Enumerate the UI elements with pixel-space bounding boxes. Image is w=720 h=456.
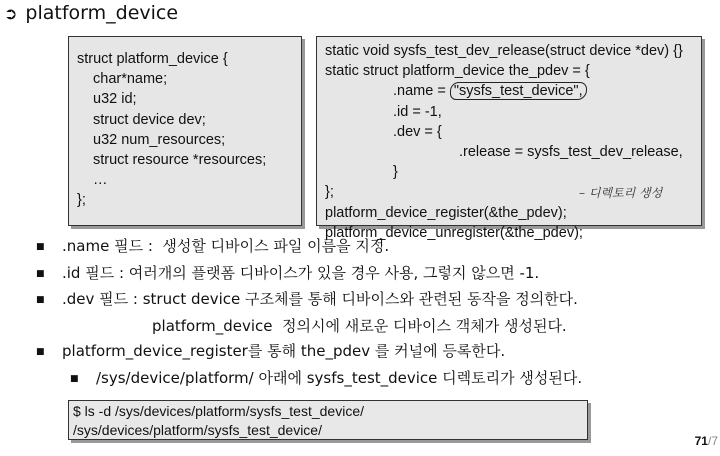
list-item-text: .name 필드 : 생성할 디바이스 파일 이름을 지정. bbox=[62, 237, 390, 255]
code-line: } bbox=[393, 164, 398, 181]
list-item-text: platform_device_register를 통해 the_pdev 를 커널에 등록한다. bbox=[62, 342, 506, 360]
code-line: static struct platform_device the_pdev = { bbox=[325, 63, 590, 80]
circled-arrow-icon: ➲ bbox=[4, 3, 18, 23]
code-line: char*name; bbox=[93, 71, 168, 88]
square-bullet-icon: ■ bbox=[36, 347, 45, 357]
code-line: .dev = { bbox=[393, 123, 442, 140]
square-bullet-icon: ■ bbox=[70, 373, 79, 384]
list-item bbox=[36, 366, 706, 393]
handwritten-note: – 디렉토리 생성 bbox=[579, 186, 663, 200]
list-item bbox=[36, 234, 706, 261]
code-line: platform_device_unregister(&the_pdev); bbox=[325, 224, 583, 241]
code-line: … bbox=[93, 172, 108, 189]
page-title-text: platform_device bbox=[25, 2, 179, 24]
output-line: /sys/devices/platform/sysfs_test_device/ bbox=[73, 422, 322, 438]
list-item-text: /sys/device/platform/ 아래에 sysfs_test_device 디렉토리가 생성된다. bbox=[96, 368, 583, 387]
code-fragment: .name = bbox=[393, 83, 450, 100]
page-current: 71 bbox=[694, 434, 708, 448]
bullet-list bbox=[36, 234, 706, 392]
code-line: .release = sysfs_test_dev_release, bbox=[459, 144, 683, 161]
list-item-text: .dev 필드 : struct device 구조체를 통해 디바이스와 관련된 동작을 정의한다. bbox=[62, 290, 578, 308]
highlighted-name-value: "sysfs_test_device", bbox=[450, 82, 587, 100]
command-line: $ ls -d /sys/devices/platform/sysfs_test_device/ bbox=[73, 403, 364, 419]
code-line: .id = -1, bbox=[393, 103, 442, 120]
code-line: }; bbox=[325, 184, 334, 201]
code-line: u32 num_resources; bbox=[93, 131, 226, 148]
code-line: static void sysfs_test_dev_release(struct device *dev) {} bbox=[325, 43, 683, 59]
list-item-continuation: platform_device 정의시에 새로운 디바이스 객체가 생성된다. bbox=[152, 316, 567, 335]
list-item bbox=[36, 287, 706, 314]
list-item bbox=[36, 261, 706, 288]
page-total: 7 bbox=[711, 434, 718, 448]
code-line: struct device dev; bbox=[93, 111, 206, 128]
code-line bbox=[325, 81, 701, 101]
square-bullet-icon: ■ bbox=[36, 268, 45, 279]
page-number bbox=[695, 434, 718, 448]
list-item-text: .id 필드 : 여러개의 플랫폼 디바이스가 있을 경우 사용, 그렇지 않으면 -1. bbox=[62, 263, 540, 282]
struct-definition-box bbox=[68, 36, 302, 226]
code-line: struct resource *resources; bbox=[93, 152, 267, 169]
page-separator: / bbox=[707, 434, 712, 448]
example-code-box bbox=[316, 36, 702, 241]
list-item bbox=[36, 339, 706, 366]
page-title bbox=[4, 2, 178, 24]
code-line: platform_device_register(&the_pdev); bbox=[325, 204, 567, 221]
square-bullet-icon: ■ bbox=[36, 242, 45, 252]
square-bullet-icon: ■ bbox=[36, 295, 45, 305]
command-output-box bbox=[68, 400, 588, 440]
code-line: struct platform_device { bbox=[77, 51, 228, 67]
code-line: u32 id; bbox=[93, 91, 137, 108]
code-line: }; bbox=[77, 192, 86, 209]
